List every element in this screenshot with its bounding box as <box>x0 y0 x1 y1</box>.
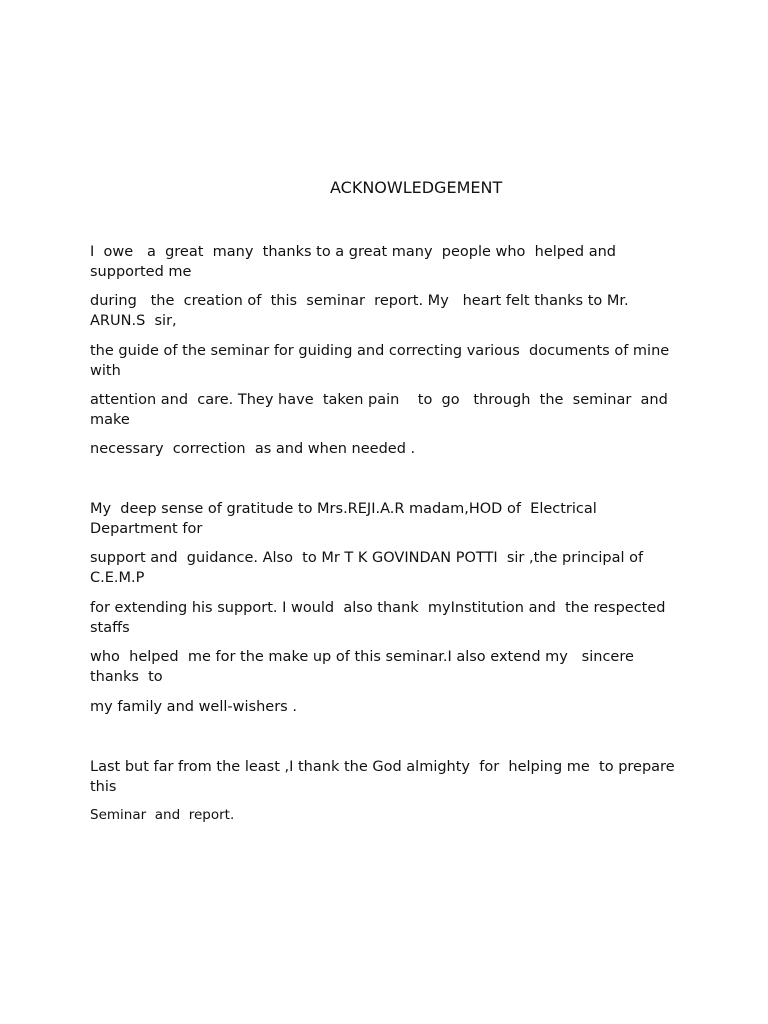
paragraph-line: for extending his support. I would also thank myInstitution and the respected staffs <box>90 600 675 636</box>
paragraph-line: who helped me for the make up of this seminar.I also extend my sincere thanks to <box>90 649 639 685</box>
paragraph-line: the guide of the seminar for guiding and correcting various documents of mine with <box>90 343 684 379</box>
paragraph-line: Seminar and report. <box>90 807 235 823</box>
paragraph-line: My deep sense of gratitude to Mrs.REJI.A.R madam,HOD of Electrical Department for <box>90 501 602 537</box>
paragraph-line: support and guidance. Also to Mr T K GOVINDAN POTTI sir ,the principal of C.E.M.P <box>90 550 648 586</box>
paragraph-line: Last but far from the least ,I thank the God almighty for helping me to prepare this <box>90 759 684 795</box>
paragraph-line: during the creation of this seminar report. My heart felt thanks to Mr. ARUN.S sir, <box>90 293 634 329</box>
paragraph-line: my family and well-wishers . <box>90 699 297 715</box>
page-title: ACKNOWLEDGEMENT <box>330 178 503 197</box>
paragraph-line: necessary correction as and when needed . <box>90 441 416 457</box>
paragraph-line: attention and care. They have taken pain to go through the seminar and make <box>90 392 682 428</box>
paragraph-line: I owe a great many thanks to a great many people who helped and supported me <box>90 244 621 280</box>
